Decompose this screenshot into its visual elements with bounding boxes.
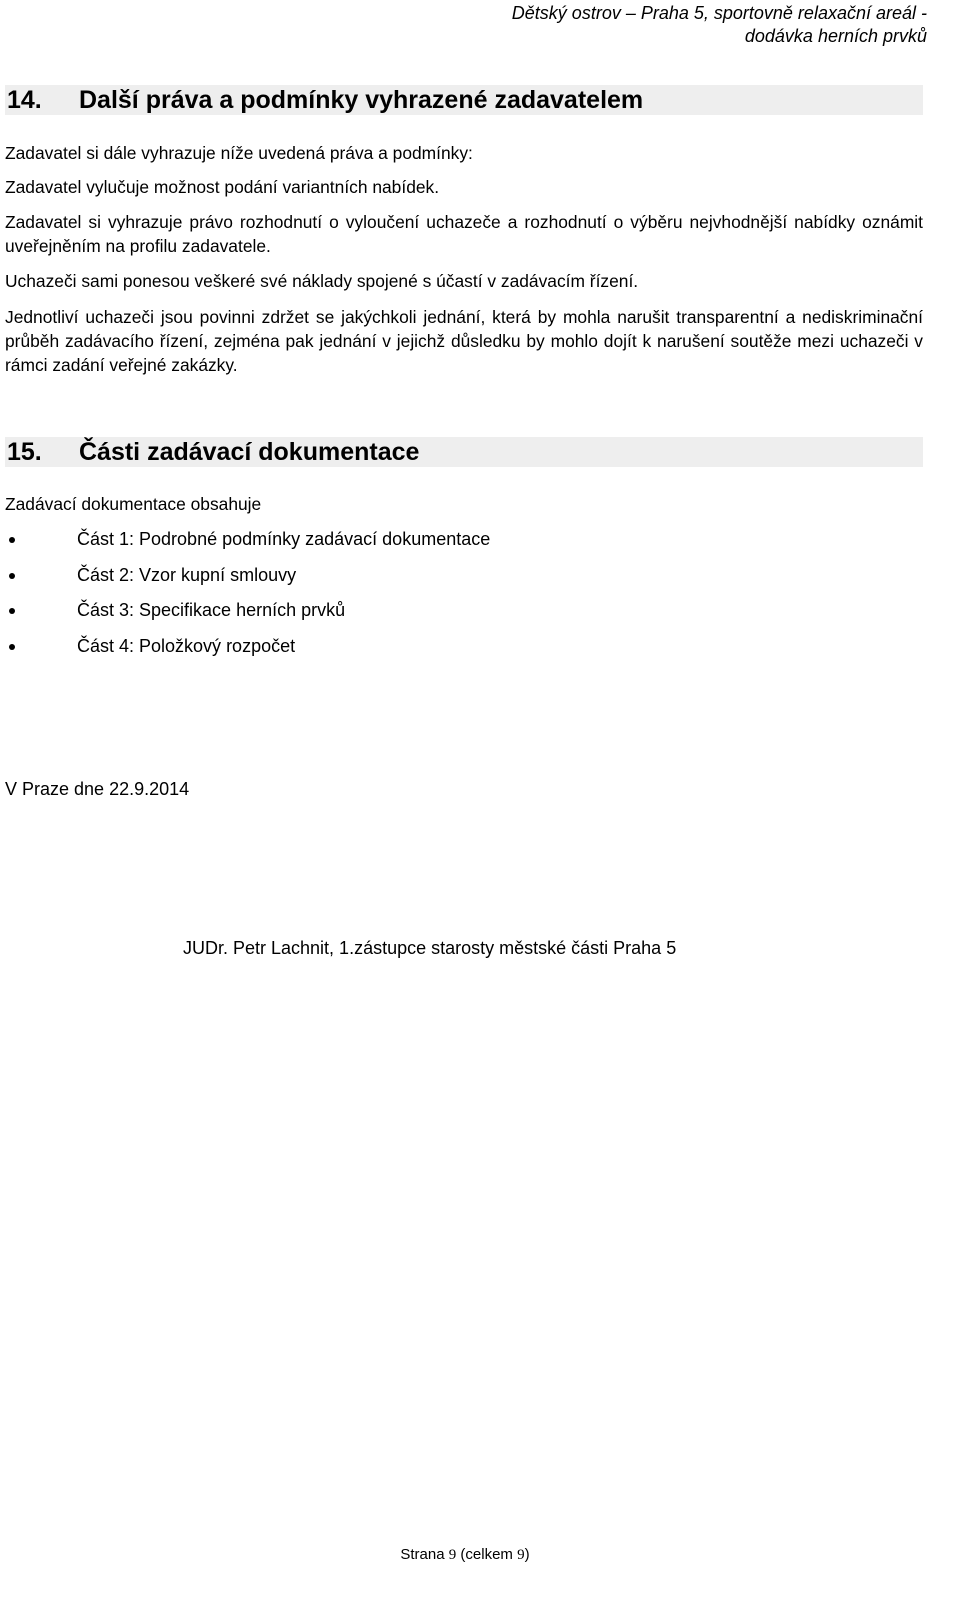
- bullet-icon: [9, 644, 15, 650]
- footer-page-number: 9: [448, 1547, 457, 1563]
- date-line: V Praze dne 22.9.2014: [5, 779, 190, 799]
- footer-total-open: (celkem: [460, 1546, 513, 1563]
- footer-page-label: Strana: [400, 1546, 445, 1563]
- list-item-text: Část 1: Podrobné podmínky zadávací dokumentace: [77, 529, 491, 549]
- running-header: [407, 2, 927, 48]
- section-14-paragraph-1: Zadavatel si dále vyhrazuje níže uvedená práva a podmínky:: [5, 143, 473, 163]
- bullet-icon: [9, 608, 15, 614]
- signature-line: JUDr. Petr Lachnit, 1.zástupce starosty městské části Praha 5: [183, 938, 677, 958]
- list-item-text: Část 4: Položkový rozpočet: [77, 636, 296, 656]
- bullet-icon: [9, 573, 15, 579]
- section-15-number: 15.: [7, 438, 42, 466]
- section-14-heading: [5, 85, 923, 115]
- section-15-title: Části zadávací dokumentace: [79, 438, 420, 466]
- list-item-text: Část 2: Vzor kupní smlouvy: [77, 565, 297, 585]
- section-14-paragraph-3: Zadavatel si vyhrazuje právo rozhodnutí o vyloučení uchazeče a rozhodnutí o výběru nejvhodnější nabídky oznámit uveřejněním na profilu zadavatele.: [5, 212, 923, 256]
- bullet-icon: [9, 537, 15, 543]
- footer-total-pages: 9: [517, 1547, 525, 1563]
- section-14-number: 14.: [7, 86, 42, 114]
- running-header-line-1: Dětský ostrov – Praha 5, sportovně relaxační areál -: [511, 3, 927, 23]
- running-header-line-2: dodávka herních prvků: [744, 26, 927, 46]
- list-item-text: Část 3: Specifikace herních prvků: [77, 600, 346, 620]
- section-14-paragraph-4: Uchazeči sami ponesou veškeré své náklady spojené s účastí v zadávacím řízení.: [5, 271, 639, 291]
- section-15-intro: Zadávací dokumentace obsahuje: [5, 494, 262, 514]
- section-14-paragraph-2: Zadavatel vylučuje možnost podání variantních nabídek.: [5, 177, 440, 197]
- section-15-heading: [5, 437, 923, 467]
- section-14-title: Další práva a podmínky vyhrazené zadavatelem: [79, 86, 644, 114]
- footer-total-close: ): [524, 1546, 530, 1563]
- section-14-paragraph-5: Jednotliví uchazeči jsou povinni zdržet se jakýchkoli jednání, která by mohla narušit transparentní a nediskriminační průběh zadávacího řízení, zejména pak jednání v jejichž důsledku by mohlo dojít k narušení soutěže mezi uchazeči v rámci zadání veřejné zakázky.: [5, 307, 923, 375]
- page-footer: [0, 1545, 930, 1565]
